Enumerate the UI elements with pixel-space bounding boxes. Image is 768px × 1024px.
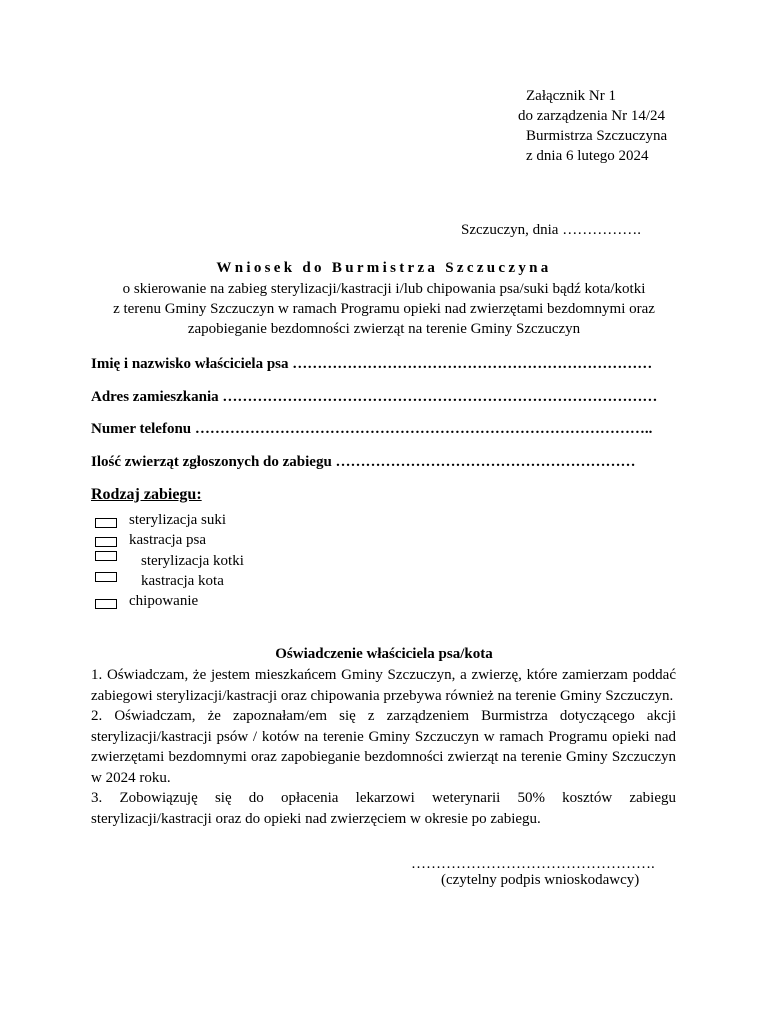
attachment-mayor: Burmistrza Szczuczyna — [526, 128, 668, 144]
attachment-date: z dnia 6 lutego 2024 — [526, 148, 649, 164]
option-label: kastracja kota — [141, 573, 224, 589]
attachment-ordinance: do zarządzenia Nr 14/24 — [518, 108, 666, 124]
checkbox-chipowanie[interactable] — [95, 599, 117, 609]
owner-name-field[interactable]: Imię i nazwisko właściciela psa ……………………………………………………………… — [91, 356, 653, 372]
declaration-title: Oświadczenie właściciela psa/kota — [275, 646, 493, 662]
declaration-item: 2. Oświadczam, że zapoznałam/em się z zarządzeniem Burmistrza dotyczącego akcji sterylizacji/kastracji psów / kotów na terenie Gminy Szczuczyn w ramach Programu opieki nad zwierzętami bezdomnymi oraz zapobieganie bezdomności zwierząt na terenie Gminy Szczuczyn w 2024 roku. — [91, 708, 676, 786]
subtitle-line: zapobieganie bezdomności zwierząt na terenie Gminy Szczuczyn — [187, 321, 581, 337]
option-label: kastracja psa — [129, 532, 207, 548]
document-subtitle — [80, 279, 688, 339]
subtitle-line: o skierowanie na zabieg sterylizacji/kastracji i/lub chipowania psa/suki bądź kota/kotki — [122, 281, 646, 297]
address-field[interactable]: Adres zamieszkania …………………………………………………………………………… — [91, 389, 658, 405]
document-title: Wniosek do Burmistrza Szczuczyna — [216, 260, 552, 276]
checkbox-kastracja-psa[interactable] — [95, 537, 117, 547]
declaration-item: 3. Zobowiązuję się do opłacenia lekarzowi weterynarii 50% kosztów zabiegu sterylizacji/kastracji oraz do opieki nad zwierzęciem w okresie po zabiegu. — [91, 790, 676, 827]
option-label: sterylizacja suki — [129, 512, 227, 528]
procedure-label: Rodzaj zabiegu: — [91, 486, 202, 503]
checkbox-sterylizacja-kotki[interactable] — [95, 551, 117, 561]
subtitle-line: z terenu Gminy Szczuczyn w ramach Programu opieki nad zwierzętami bezdomnymi oraz — [113, 301, 655, 317]
declaration-body — [91, 665, 676, 829]
place-date: Szczuczyn, dnia ……………. — [461, 222, 641, 238]
declaration-item: 1. Oświadczam, że jestem mieszkańcem Gminy Szczuczyn, a zwierzę, które zamierzam poddać zabiegowi sterylizacji/kastracji oraz chipowania przebywa również na terenie Gminy Szczuczyn. — [91, 667, 676, 704]
option-label: sterylizacja kotki — [141, 553, 244, 569]
signature-caption: (czytelny podpis wnioskodawcy) — [441, 872, 640, 888]
signature-line[interactable]: …………………………………………. — [411, 856, 655, 872]
phone-field[interactable]: Numer telefonu ……………………………………………………………………………….. — [91, 421, 653, 437]
option-label: chipowanie — [129, 593, 199, 609]
checkbox-sterylizacja-suki[interactable] — [95, 518, 117, 528]
attachment-number: Załącznik Nr 1 — [526, 88, 616, 104]
animal-count-field[interactable]: Ilość zwierząt zgłoszonych do zabiegu …………………………………………………… — [91, 454, 636, 470]
checkbox-kastracja-kota[interactable] — [95, 572, 117, 582]
